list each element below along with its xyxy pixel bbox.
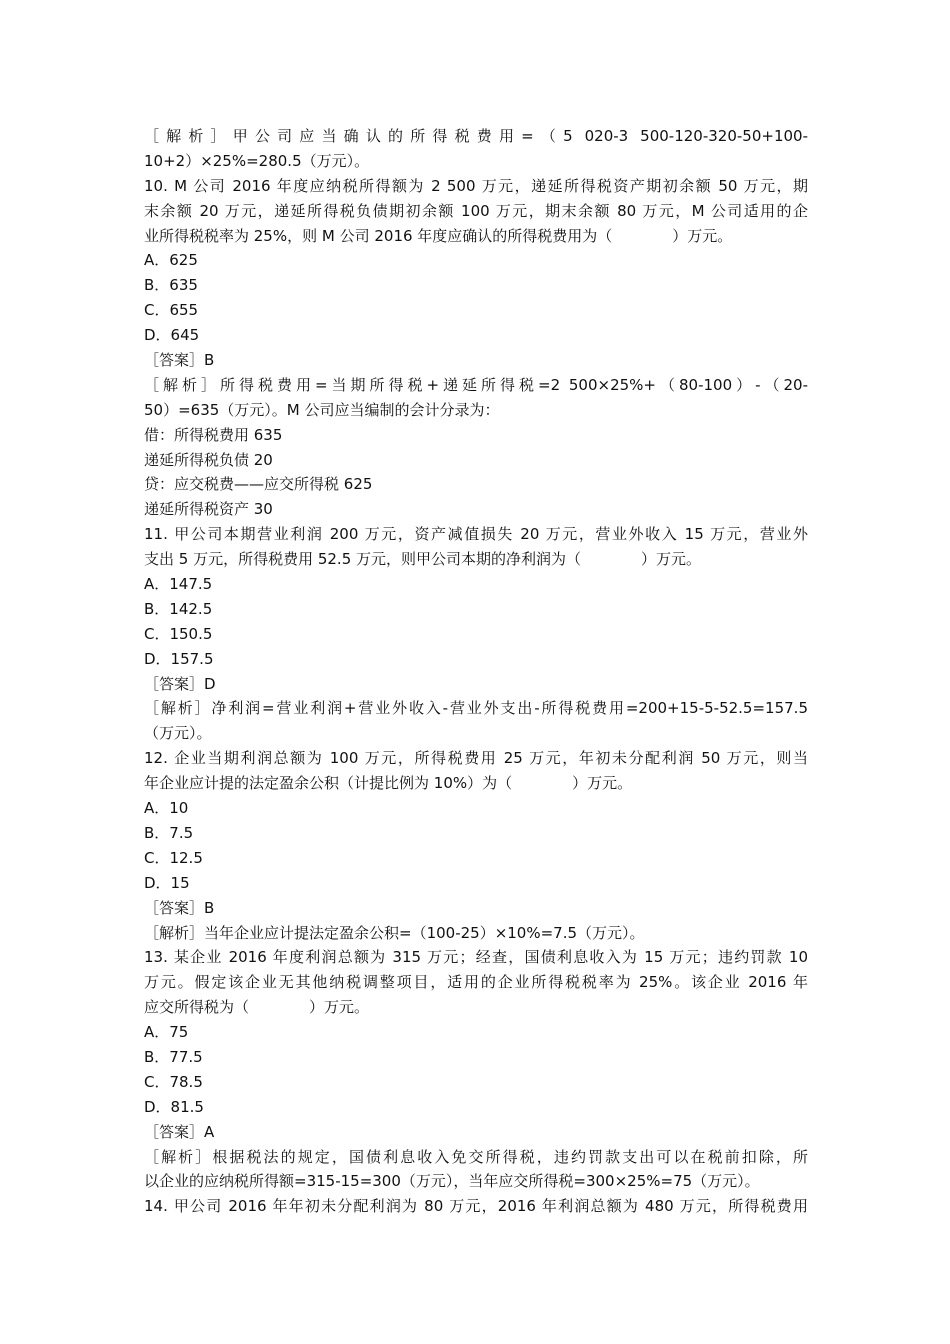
text-line: 业所得税税率为 25%，则 M 公司 2016 年度应确认的所得税费用为（ ）万元。 <box>144 226 733 245</box>
text-line: 13. 某企业 2016 年度利润总额为 315 万元；经查，国债利息收入为 15 万元；违约罚款 10 <box>144 948 808 967</box>
text-line: A．625 <box>144 251 198 270</box>
text-line: ［答案］B <box>144 898 215 917</box>
text-line: 以企业的应纳税所得额=315-15=300（万元），当年应交所得税=300×25%=75（万元）。 <box>144 1172 760 1191</box>
text-line: ［答案］A <box>144 1122 215 1141</box>
text-line: ［解析］甲公司应当确认的所得税费用=（5 020-3 500-120-320-50+100- <box>144 127 808 145</box>
text-line: 50）=635（万元）。M 公司应当编制的会计分录为： <box>144 400 500 419</box>
text-line: D．157.5 <box>144 649 214 668</box>
text-line: ［解析］净利润=营业利润+营业外收入-营业外支出-所得税费用=200+15-5-52.5=157.5 <box>144 699 808 718</box>
text-line: C．655 <box>144 301 199 320</box>
text-line: 末余额 20 万元，递延所得税负债期初余额 100 万元，期末余额 80 万元，M 公司适用的企 <box>144 201 808 220</box>
text-line: 万元。假定该企业无其他纳税调整项目，适用的企业所得税税率为 25%。该企业 2016 年 <box>144 973 808 992</box>
text-line: 贷：应交税费——应交所得税 625 <box>144 475 373 494</box>
text-line: B．7.5 <box>144 823 194 842</box>
text-line: 支出 5 万元，所得税费用 52.5 万元，则甲公司本期的净利润为（ ）万元。 <box>144 550 702 569</box>
text-line: 应交所得税为（ ）万元。 <box>144 998 370 1017</box>
text-line: D．645 <box>144 326 200 345</box>
text-line: B．635 <box>144 276 198 295</box>
text-line: 年企业应计提的法定盈余公积（计提比例为 10%）为（ ）万元。 <box>144 774 633 793</box>
text-line: D．15 <box>144 873 190 892</box>
text-line: A．147.5 <box>144 575 213 594</box>
text-line: ［解析］所得税费用=当期所得税+递延所得税=2 500×25%+（80-100）-（20- <box>144 375 808 394</box>
text-line: ［解析］根据税法的规定，国债利息收入免交所得税，违约罚款支出可以在税前扣除，所 <box>144 1147 808 1166</box>
text-line: C．150.5 <box>144 624 213 643</box>
text-line: 递延所得税资产 30 <box>144 500 273 519</box>
text-line: ［答案］D <box>144 674 216 693</box>
text-line: B．77.5 <box>144 1047 203 1066</box>
document-page <box>144 124 808 1219</box>
text-line: 14. 甲公司 2016 年年初未分配利润为 80 万元，2016 年利润总额为 480 万元，所得税费用 <box>144 1197 808 1216</box>
text-line: B．142.5 <box>144 599 213 618</box>
text-line: 10. M 公司 2016 年度应纳税所得额为 2 500 万元，递延所得税资产期初余额 50 万元，期 <box>144 176 808 195</box>
text-line: 递延所得税负债 20 <box>144 450 273 469</box>
text-line: 借：所得税费用 635 <box>144 425 283 444</box>
text-line: 10+2）×25%=280.5（万元）。 <box>144 151 370 170</box>
text-line: A．10 <box>144 799 189 818</box>
text-line: C．78.5 <box>144 1072 203 1091</box>
text-line: ［答案］B <box>144 351 215 370</box>
text-line: 11. 甲公司本期营业利润 200 万元，资产减值损失 20 万元，营业外收入 15 万元，营业外 <box>144 525 808 544</box>
text-line: D．81.5 <box>144 1097 204 1116</box>
text-line: A．75 <box>144 1023 189 1042</box>
text-line: C．12.5 <box>144 848 203 867</box>
text-line: 12. 企业当期利润总额为 100 万元，所得税费用 25 万元，年初未分配利润 50 万元，则当 <box>144 749 808 768</box>
text-line: （万元）。 <box>144 724 212 743</box>
text-line: ［解析］当年企业应计提法定盈余公积=（100-25）×10%=7.5（万元）。 <box>144 923 645 942</box>
